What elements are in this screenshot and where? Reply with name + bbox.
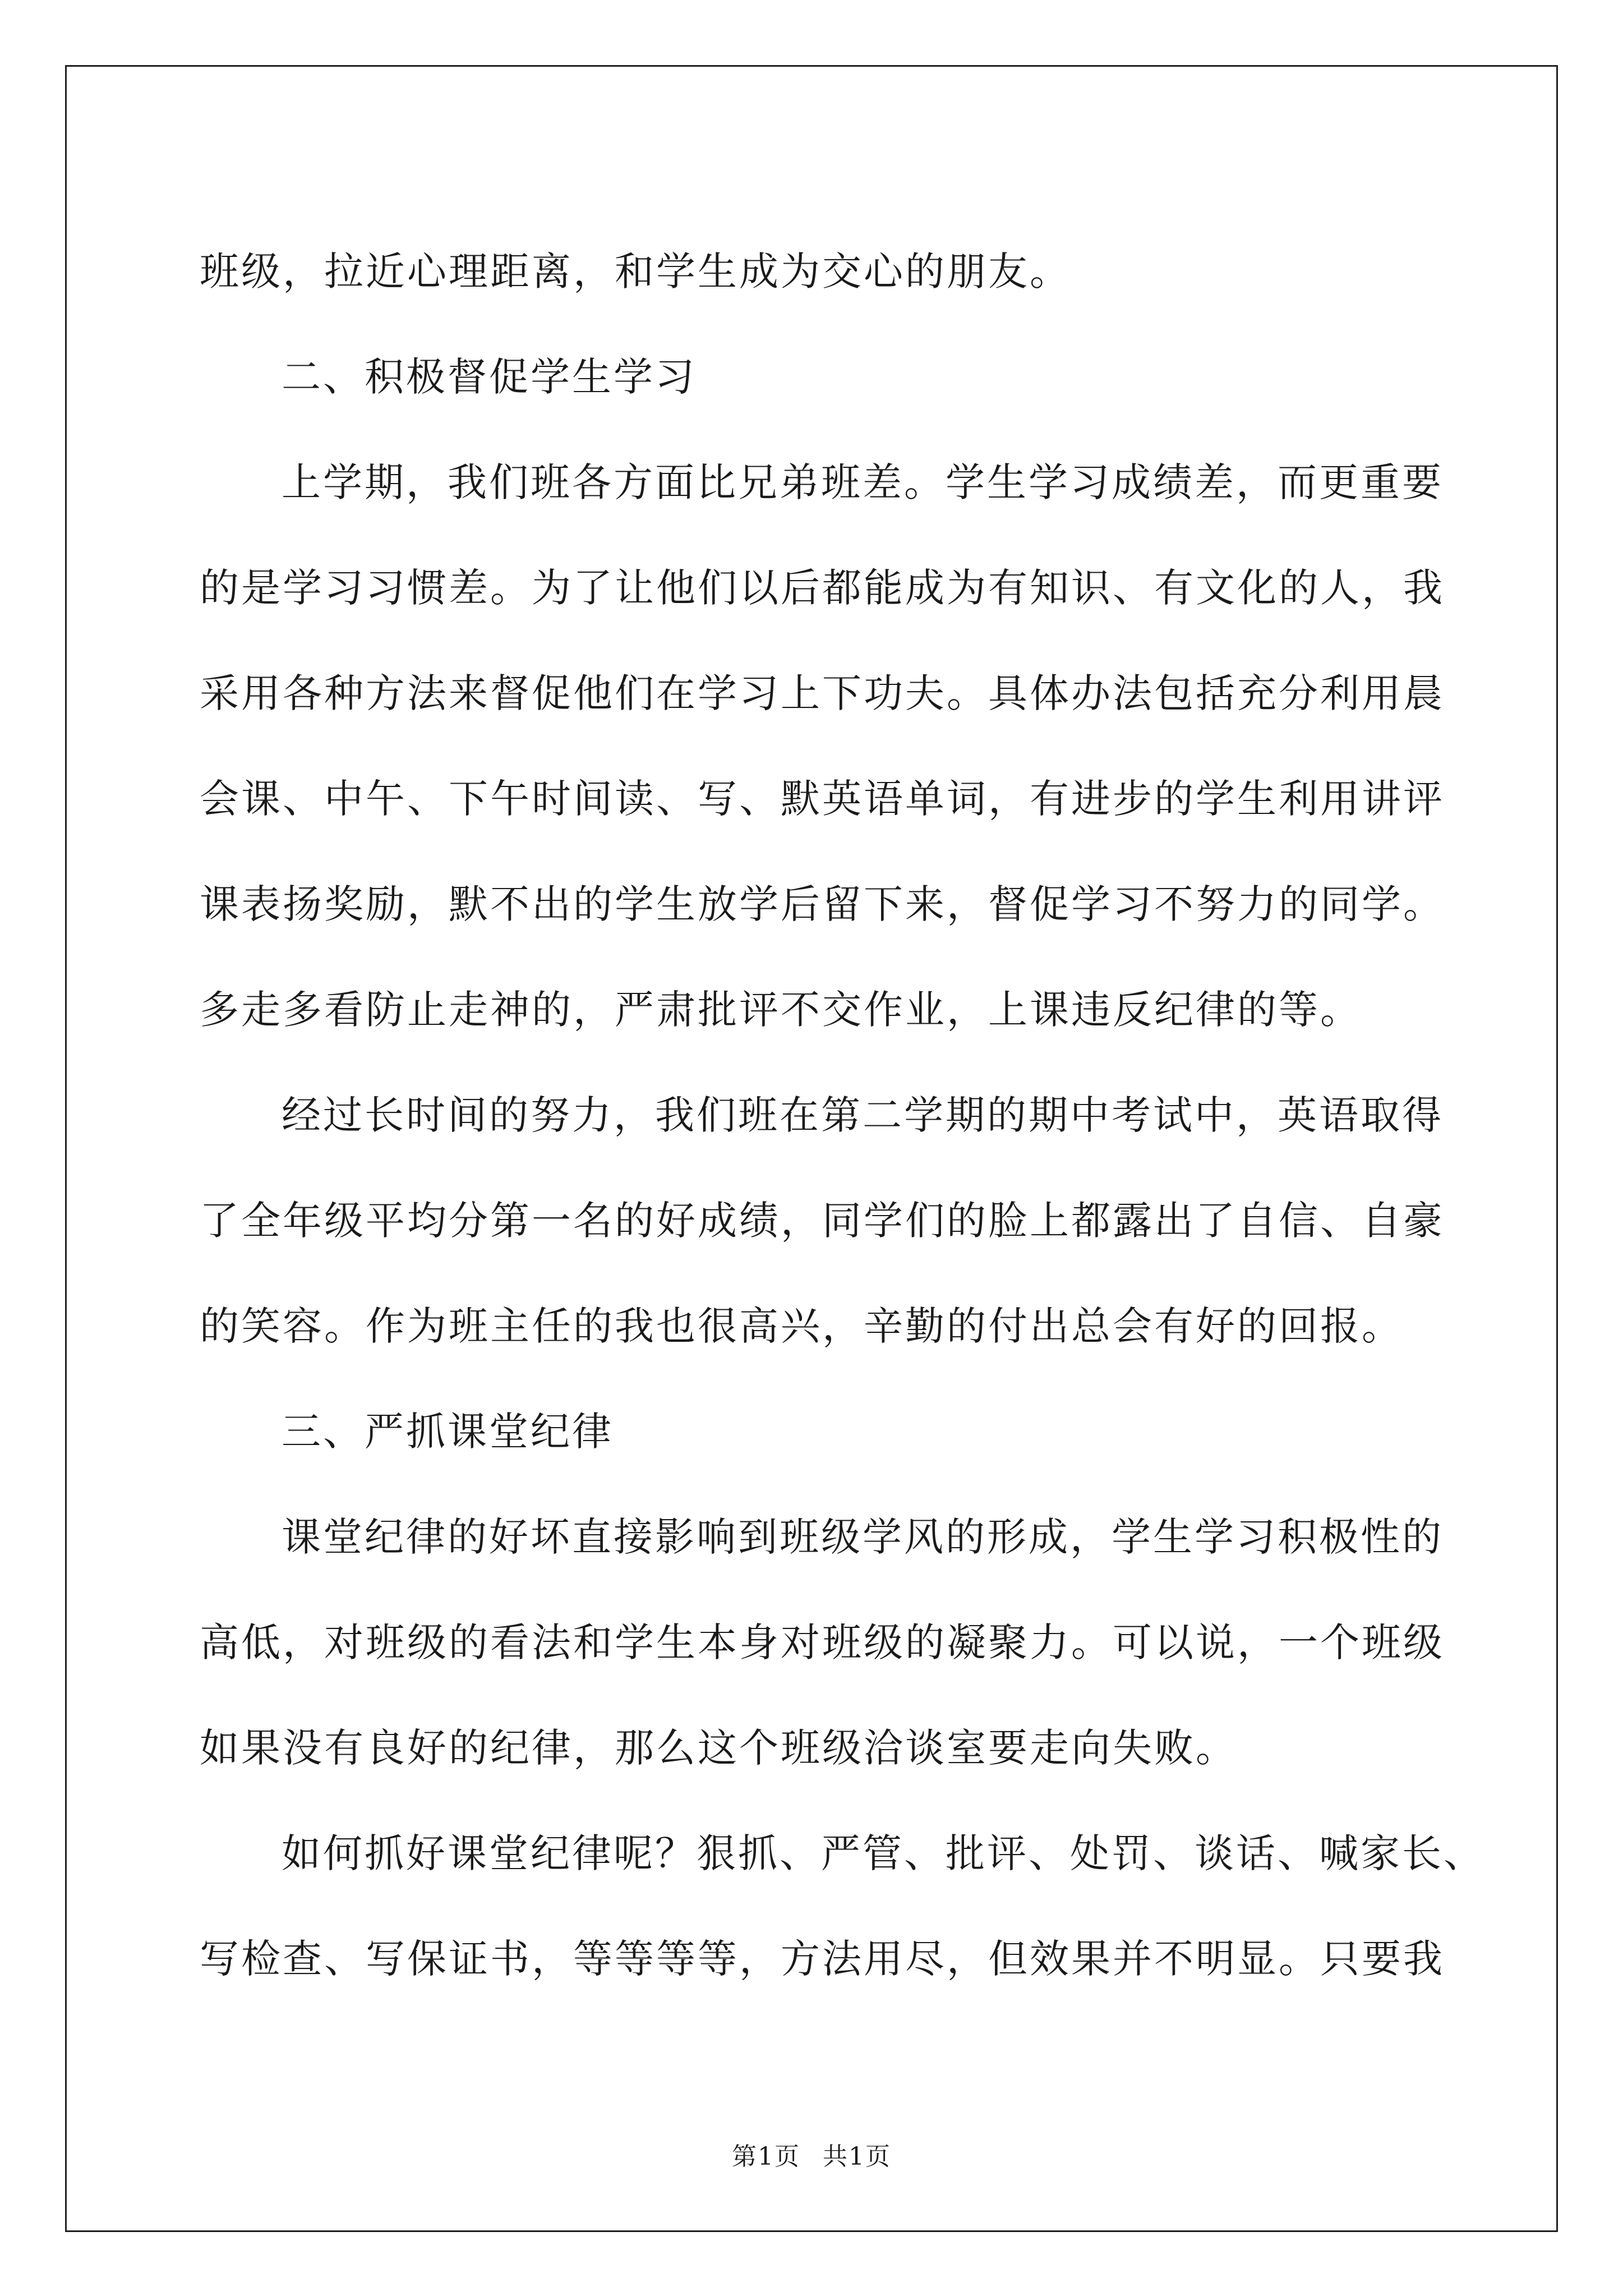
text-line: 课表扬奖励，默不出的学生放学后留下来，督促学习不努力的同学。 [200, 881, 1445, 927]
section-heading: 三、严抓课堂纪律 [282, 1409, 614, 1455]
text-line: 写检查、写保证书，等等等等，方法用尽，但效果并不明显。只要我 [200, 1936, 1445, 1982]
page-number: 第1页 [732, 2142, 800, 2171]
text-line: 会课、中午、下午时间读、写、默英语单词，有进步的学生利用讲评 [200, 776, 1445, 822]
text-line: 高低，对班级的看法和学生本身对班级的凝聚力。可以说，一个班级 [200, 1619, 1445, 1665]
text-line: 采用各种方法来督促他们在学习上下功夫。具体办法包括充分利用晨 [200, 670, 1445, 716]
text-line: 上学期，我们班各方面比兄弟班差。学生学习成绩差，而更重要 [282, 459, 1444, 505]
text-line: 班级，拉近心理距离，和学生成为交心的朋友。 [200, 249, 1071, 295]
text-line: 如果没有良好的纪律，那么这个班级洽谈室要走向失败。 [200, 1725, 1237, 1771]
text-line: 多走多看防止走神的，严肃批评不交作业，上课违反纪律的等。 [200, 987, 1362, 1033]
page-footer [0, 2140, 1623, 2174]
text-line: 的笑容。作为班主任的我也很高兴，辛勤的付出总会有好的回报。 [200, 1303, 1403, 1349]
text-line: 如何抓好课堂纪律呢？狠抓、严管、批评、处罚、谈话、喊家长、 [282, 1830, 1485, 1876]
text-line: 经过长时间的努力，我们班在第二学期的期中考试中，英语取得 [282, 1092, 1444, 1138]
total-pages: 共1页 [823, 2142, 891, 2171]
text-line: 的是学习习惯差。为了让他们以后都能成为有知识、有文化的人，我 [200, 565, 1445, 611]
text-line: 课堂纪律的好坏直接影响到班级学风的形成，学生学习积极性的 [282, 1514, 1444, 1560]
section-heading: 二、积极督促学生学习 [282, 354, 697, 400]
document-body [200, 219, 1485, 2012]
text-line: 了全年级平均分第一名的好成绩，同学们的脸上都露出了自信、自豪 [200, 1198, 1445, 1244]
